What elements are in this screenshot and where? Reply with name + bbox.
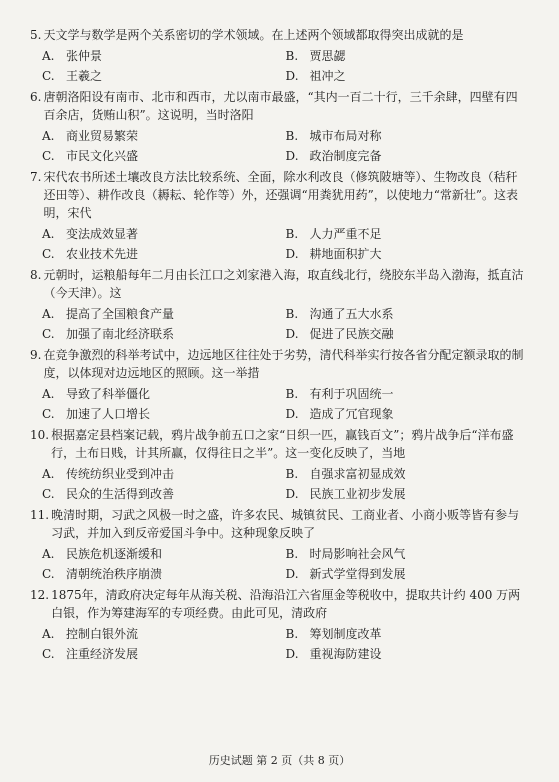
- question-stem: 天文学与数学是两个关系密切的学术领域。在上述两个领域都取得突出成就的是: [43, 28, 464, 42]
- option-c: C. 农业技术先进: [42, 247, 139, 261]
- option-b: B. 时局影响社会风气: [285, 547, 406, 561]
- option-c: C. 市民文化兴盛: [42, 149, 139, 163]
- question-number: 12.: [30, 588, 50, 602]
- option-c: C. 民众的生活得到改善: [42, 487, 175, 501]
- question-7: [30, 168, 529, 263]
- option-b: B. 贾思勰: [285, 49, 346, 63]
- question-number: 7.: [30, 170, 42, 184]
- question-11: [30, 506, 529, 583]
- question-12: [30, 586, 529, 663]
- option-d: D. 重视海防建设: [285, 647, 382, 661]
- option-d: D. 政治制度完备: [285, 149, 382, 163]
- question-number: 11.: [30, 508, 50, 522]
- option-c: C. 注重经济发展: [42, 647, 139, 661]
- option-d: D. 造成了冗官现象: [285, 407, 394, 421]
- question-number: 8.: [30, 268, 42, 282]
- option-a: A. 传统纺织业受到冲击: [42, 467, 175, 481]
- question-stem: 在竞争激烈的科举考试中，边远地区往往处于劣势，清代科举实行按各省分配定额录取的制度，以体现对边远地区的照顾。这一举措: [43, 348, 524, 380]
- option-a: A. 商业贸易繁荣: [42, 129, 139, 143]
- question-8: [30, 266, 529, 343]
- question-number: 9.: [30, 348, 42, 362]
- option-d: D. 祖冲之: [285, 69, 346, 83]
- option-b: B. 自强求富初显成效: [285, 467, 406, 481]
- question-5: [30, 26, 529, 85]
- option-c: C. 加强了南北经济联系: [42, 327, 175, 341]
- question-stem: 1875年，清政府决定每年从海关税、沿海沿江六省厘金等税收中，提取共计约 400 万两白银，作为筹建海军的专项经费。由此可见，清政府: [51, 588, 521, 620]
- option-a: A. 民族危机逐渐缓和: [42, 547, 163, 561]
- question-number: 6.: [30, 90, 42, 104]
- option-d: D. 新式学堂得到发展: [285, 567, 406, 581]
- question-stem: 宋代农书所述土壤改良方法比较系统、全面，除水利改良（修筑陂塘等）、生物改良（秸秆还田等）、耕作改良（耨耘、轮作等）外，还强调“用粪犹用药”，以使地力“常新壮”。这表明，宋代: [43, 170, 518, 220]
- question-list: [30, 26, 529, 663]
- option-c: C. 清朝统治秩序崩溃: [42, 567, 163, 581]
- option-b: B. 人力严重不足: [285, 227, 382, 241]
- option-b: B. 有利于巩固统一: [285, 387, 394, 401]
- option-c: C. 加速了人口增长: [42, 407, 151, 421]
- option-a: A. 张仲景: [42, 49, 103, 63]
- question-number: 5.: [30, 28, 42, 42]
- option-a: A. 控制白银外流: [42, 627, 139, 641]
- option-b: B. 城市布局对称: [285, 129, 382, 143]
- option-a: A. 导致了科举僵化: [42, 387, 151, 401]
- question-stem: 元朝时，运粮船每年二月由长江口之刘家港入海，取直线北行，绕胶东半岛入渤海，抵直沽（今天津）。这: [43, 268, 524, 300]
- option-b: B. 沟通了五大水系: [285, 307, 394, 321]
- question-number: 10.: [30, 428, 50, 442]
- question-9: [30, 346, 529, 423]
- question-stem: 晚清时期，习武之风极一时之盛，许多农民、城镇贫民、工商业者、小商小贩等皆有参与习武，并加入到反帝爱国斗争中。这种现象反映了: [51, 508, 520, 540]
- question-10: [30, 426, 529, 503]
- question-stem: 根据嘉定县档案记载，鸦片战争前五口之家“日织一匹，赢钱百文”；鸦片战争后“洋布盛行，土布日贱，计其所赢，仅得往日之半”。这一变化反映了，当地: [51, 428, 514, 460]
- option-a: A. 提高了全国粮食产量: [42, 307, 175, 321]
- option-b: B. 筹划制度改革: [285, 627, 382, 641]
- question-stem: 唐朝洛阳设有南市、北市和西市，尤以南市最盛，“其内一百二十行，三千余肆，四壁有四百余店，货贿山积”。这说明，当时洛阳: [43, 90, 518, 122]
- option-a: A. 变法成效显著: [42, 227, 139, 241]
- page-footer: 历史试题 第 2 页（共 8 页）: [208, 754, 351, 767]
- option-c: C. 王羲之: [42, 69, 103, 83]
- option-d: D. 促进了民族交融: [285, 327, 394, 341]
- option-d: D. 民族工业初步发展: [285, 487, 406, 501]
- question-6: [30, 88, 529, 165]
- option-d: D. 耕地面积扩大: [285, 247, 382, 261]
